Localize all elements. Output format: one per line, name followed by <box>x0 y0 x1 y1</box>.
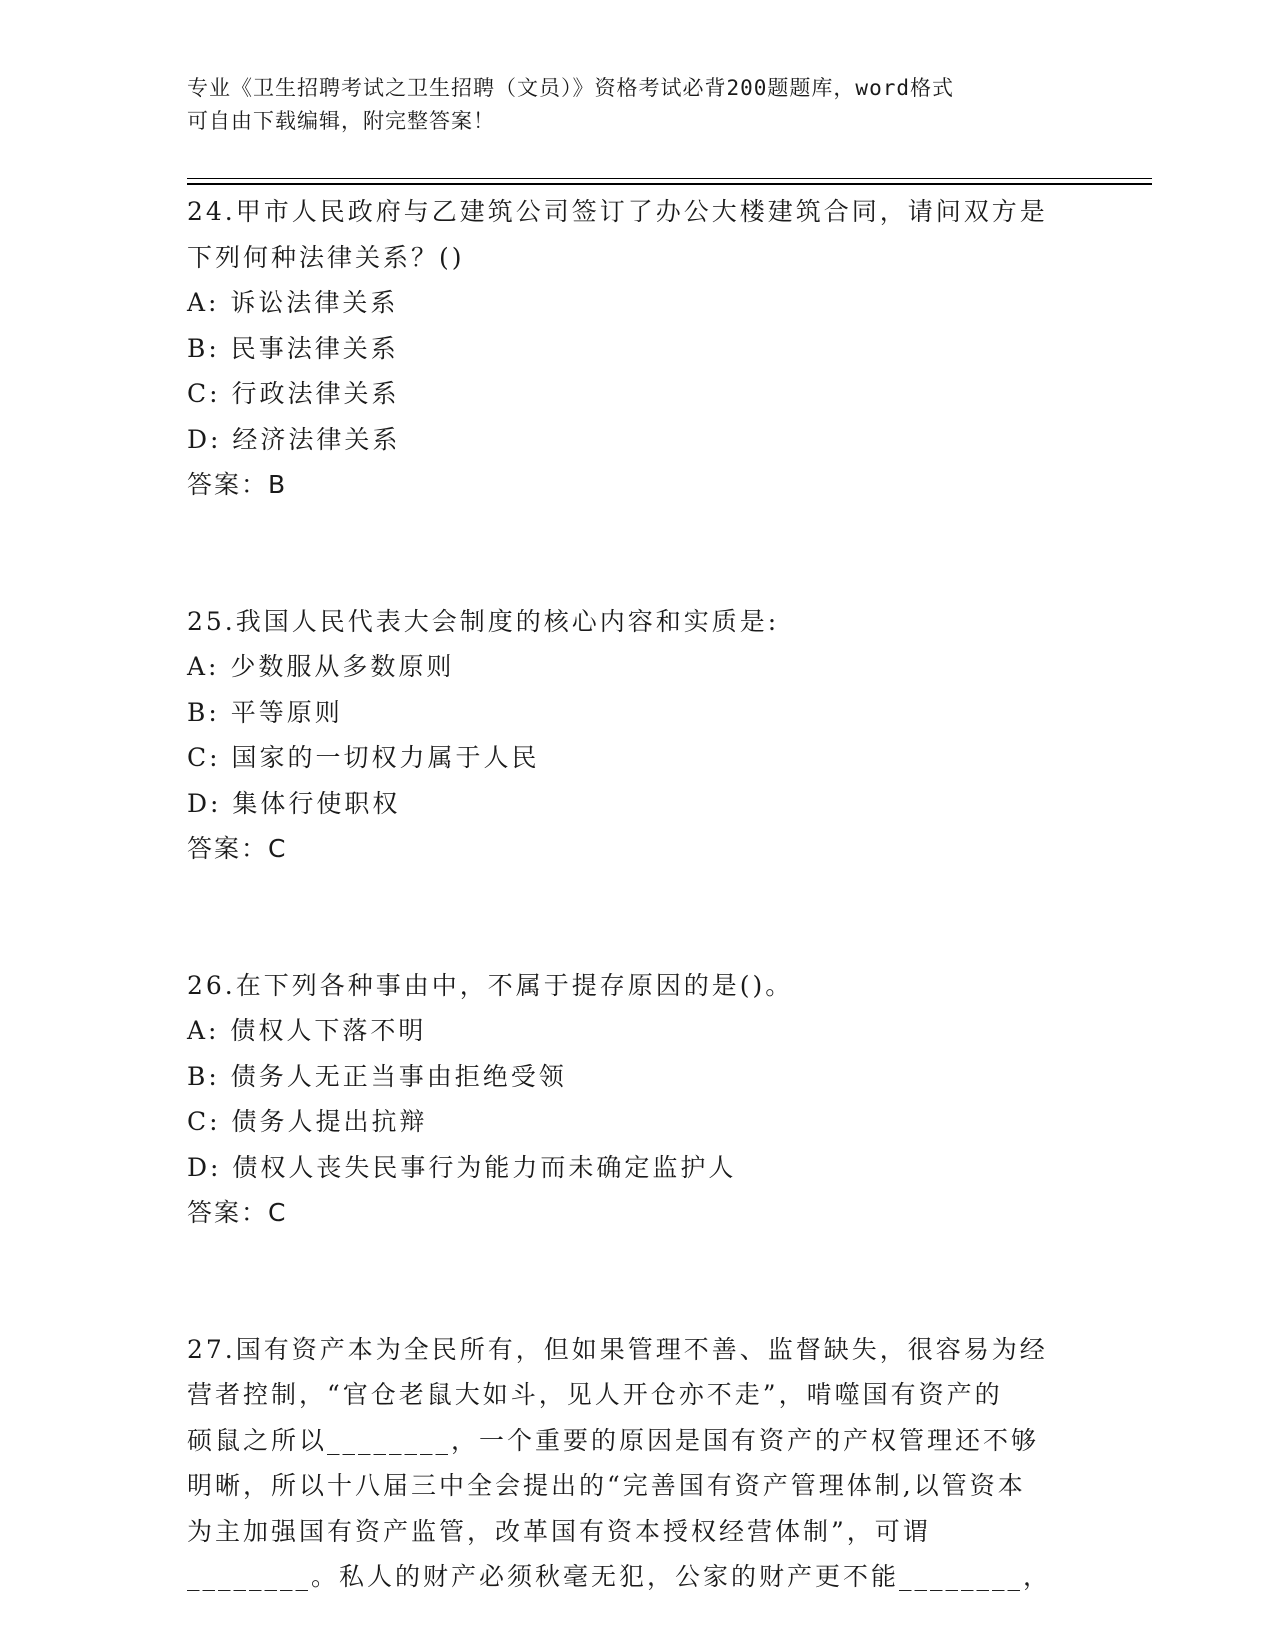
question-25 <box>187 599 1087 872</box>
option-a: A: 诉讼法律关系 <box>187 288 399 317</box>
question-text-line: 25.我国人民代表大会制度的核心内容和实质是: <box>187 606 780 636</box>
option-c: C: 行政法律关系 <box>187 379 400 408</box>
option-c: C: 国家的一切权力属于人民 <box>187 743 540 772</box>
question-27 <box>187 1327 1087 1600</box>
question-text-line: 26.在下列各种事由中，不属于提存原因的是()。 <box>187 970 794 1000</box>
question-list <box>187 189 1087 1600</box>
option-b: B: 债务人无正当事由拒绝受领 <box>187 1061 567 1091</box>
question-spacer <box>187 1236 1087 1327</box>
header-divider-thick <box>187 183 1152 185</box>
option-d: D: 集体行使职权 <box>187 788 401 818</box>
question-text-line: ________。私人的财产必须秋毫无犯，公家的财产更不能________， <box>187 1562 1052 1591</box>
option-b: B: 民事法律关系 <box>187 333 399 363</box>
question-text-line: 明晰，所以十八届三中全会提出的“完善国有资产管理体制,以管资本 <box>187 1471 1026 1500</box>
question-24 <box>187 189 1087 508</box>
question-text-line: 27.国有资产本为全民所有，但如果管理不善、监督缺失，很容易为经 <box>187 1334 1048 1364</box>
answer-line: 答案：C <box>187 1198 288 1227</box>
question-spacer <box>187 872 1087 963</box>
option-d: D: 经济法律关系 <box>187 424 401 454</box>
option-d: D: 债权人丧失民事行为能力而未确定监护人 <box>187 1152 737 1182</box>
header-divider-thin <box>187 178 1152 179</box>
option-b: B: 平等原则 <box>187 697 343 727</box>
question-text-line: 24.甲市人民政府与乙建筑公司签订了办公大楼建筑合同，请问双方是 <box>187 197 1048 226</box>
question-text-line: 为主加强国有资产监管，改革国有资本授权经营体制”，可谓 <box>187 1516 931 1546</box>
option-a: A: 债权人下落不明 <box>187 1016 427 1045</box>
document-header <box>187 72 1067 138</box>
question-26 <box>187 963 1087 1236</box>
answer-line: 答案：B <box>187 470 288 499</box>
option-c: C: 债务人提出抗辩 <box>187 1107 428 1136</box>
question-text-line: 营者控制，“官仓老鼠大如斗，见人开仓亦不走”，啃噬国有资产的 <box>187 1380 1003 1409</box>
header-line-1: 专业《卫生招聘考试之卫生招聘（文员）》资格考试必背200题题库，word格式 <box>187 76 954 100</box>
question-text-line: 下列何种法律关系？() <box>187 242 465 272</box>
header-line-2: 可自由下载编辑，附完整答案！ <box>187 109 495 133</box>
question-spacer <box>187 508 1087 599</box>
question-text-line: 硕鼠之所以________，一个重要的原因是国有资产的产权管理还不够 <box>187 1425 1040 1455</box>
option-a: A: 少数服从多数原则 <box>187 652 455 681</box>
answer-line: 答案：C <box>187 834 288 863</box>
